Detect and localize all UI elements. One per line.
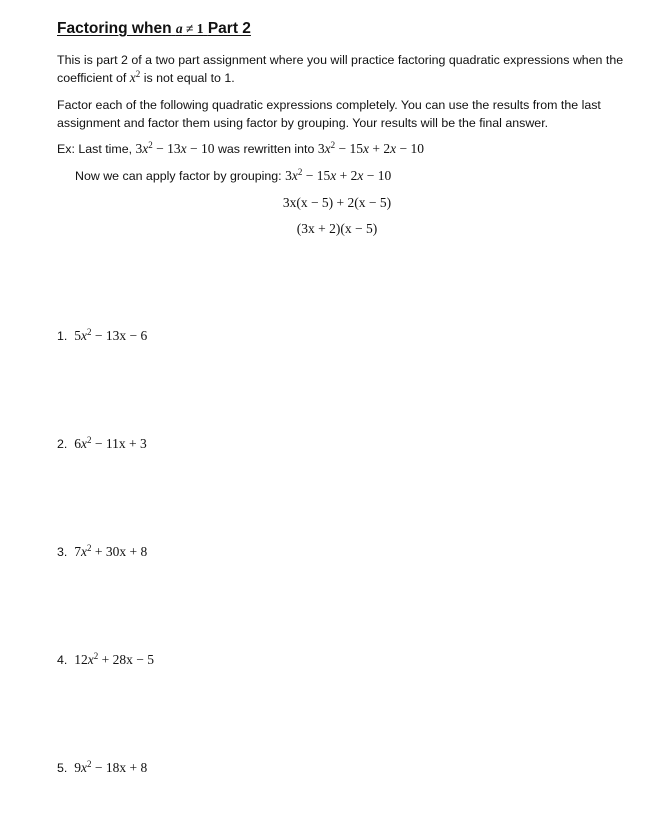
problem-expression: $9x^2 - 18x + 8$ [74, 759, 148, 775]
math-x-squared: $x^2$ [129, 69, 141, 85]
example-step-1: 3x(x − 5) + 2(x − 5) [282, 195, 392, 210]
problem-5 [57, 760, 147, 776]
problem-number: 2. [57, 437, 68, 451]
example-step-2: (3x + 2)(x − 5) [296, 221, 378, 236]
problem-expression: $5x^2 - 13x - 6$ [74, 327, 148, 343]
problem-expression: $6x^2 - 11x + 3$ [74, 435, 147, 451]
instructions-paragraph: Factor each of the following quadratic expressions completely. You can use the results from the last assignment and factor them using factor by grouping. Your results will be the final answer. [57, 98, 601, 130]
intro-paragraph: This is part 2 of a two part assignment where you will practice factoring quadratic expressions when the coefficient of $x^2$ is not equal to 1. [57, 53, 624, 85]
problem-number: 3. [57, 545, 68, 559]
problem-1 [57, 328, 147, 344]
page-title: Factoring when a ≠ 1 Part 2 [57, 20, 251, 37]
condition-variable: a [175, 21, 183, 36]
problem-number: 4. [57, 653, 68, 667]
problem-2 [57, 436, 147, 452]
problem-4 [57, 652, 154, 668]
problem-3 [57, 544, 147, 560]
example-rewritten-expression: $3x^2 - 15x + 2x - 10$ [317, 140, 424, 156]
condition-relation: ≠ 1 [182, 21, 204, 36]
grouping-expression: $3x^2 - 15x + 2x - 10$ [285, 167, 392, 183]
problem-number: 1. [57, 329, 68, 343]
problem-number: 5. [57, 761, 68, 775]
example-original-expression: $3x^2 - 13x - 10$ [135, 140, 215, 156]
problem-expression: $12x^2 + 28x - 5$ [74, 651, 154, 667]
problem-expression: $7x^2 + 30x + 8$ [74, 543, 148, 559]
grouping-line: Now we can apply factor by grouping: $3x^2 - 15x + 2x - 10$ [75, 167, 392, 183]
example-line: Ex: Last time, $3x^2 - 13x - 10$ was rewritten into $3x^2 - 15x + 2x - 10$ [57, 140, 424, 156]
